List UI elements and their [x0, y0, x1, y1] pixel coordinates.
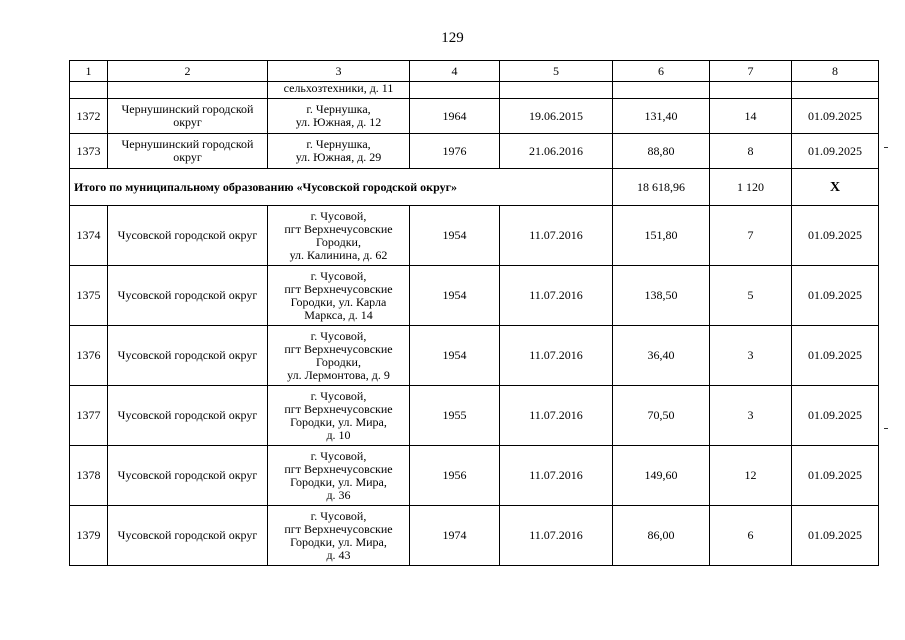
address-line: д. 10 — [326, 427, 351, 442]
address-line: Городки, ул. Мира, — [290, 474, 387, 489]
construction-year-cell: 1954 — [410, 206, 500, 266]
row-number-cell: 1375 — [70, 266, 108, 326]
address-line: пгт Верхнечусовские — [284, 221, 393, 236]
address-line: д. 43 — [326, 547, 351, 562]
area-cell: 138,50 — [613, 266, 710, 326]
deadline-cell: 01.09.2025 — [792, 99, 879, 134]
construction-year-cell: 1956 — [410, 446, 500, 506]
address-line: Городки, — [316, 234, 361, 249]
deadline-cell: 01.09.2025 — [792, 446, 879, 506]
address-line: г. Чусовой, — [310, 448, 367, 463]
address-line: пгт Верхнечусовские — [284, 461, 393, 476]
address-line: Городки, ул. Мира, — [290, 534, 387, 549]
deadline-cell: 01.09.2025 — [792, 386, 879, 446]
residents-cell: 6 — [710, 506, 792, 566]
column-number: 3 — [268, 61, 410, 82]
column-number: 1 — [70, 61, 108, 82]
area-cell: 149,60 — [613, 446, 710, 506]
address-line: г. Чусовой, — [310, 208, 367, 223]
column-number: 7 — [710, 61, 792, 82]
recognition-date-cell: 11.07.2016 — [500, 326, 613, 386]
address-line: Городки, — [316, 354, 361, 369]
area-cell: 70,50 — [613, 386, 710, 446]
table-row — [70, 266, 879, 326]
column-number: 2 — [108, 61, 268, 82]
construction-year-cell: 1954 — [410, 326, 500, 386]
construction-year-cell: 1954 — [410, 266, 500, 326]
address-line: г. Чусовой, — [310, 268, 367, 283]
address-line: г. Чусовой, — [310, 388, 367, 403]
margin-mark — [884, 428, 888, 429]
address-line: д. 36 — [326, 487, 351, 502]
residents-cell: 14 — [710, 99, 792, 134]
column-number: 4 — [410, 61, 500, 82]
margin-mark — [884, 147, 888, 148]
column-number: 6 — [613, 61, 710, 82]
housing-register-table — [69, 60, 879, 566]
table-row — [70, 206, 879, 266]
residents-cell: 3 — [710, 326, 792, 386]
address-cell — [268, 206, 410, 266]
address-line: г. Чусовой, — [310, 328, 367, 343]
area-cell: 131,40 — [613, 99, 710, 134]
construction-year-cell: 1964 — [410, 99, 500, 134]
area-cell: 86,00 — [613, 506, 710, 566]
address-line: г. Чусовой, — [310, 508, 367, 523]
row-number-cell: 1373 — [70, 134, 108, 169]
row-number-cell: 1379 — [70, 506, 108, 566]
address-line: пгт Верхнечусовские — [284, 521, 393, 536]
area-cell: 36,40 — [613, 326, 710, 386]
municipality-cell: Чернушинский городской округ — [108, 99, 268, 134]
total-row — [70, 169, 879, 206]
deadline-cell: 01.09.2025 — [792, 266, 879, 326]
construction-year-cell: 1955 — [410, 386, 500, 446]
address-line: Городки, ул. Мира, — [290, 414, 387, 429]
recognition-date-cell: 11.07.2016 — [500, 506, 613, 566]
deadline-cell: 01.09.2025 — [792, 206, 879, 266]
row-number-cell: 1376 — [70, 326, 108, 386]
deadline-cell: 01.09.2025 — [792, 134, 879, 169]
construction-year-cell: 1974 — [410, 506, 500, 566]
municipality-cell: Чернушинский городской округ — [108, 134, 268, 169]
row-number-cell: 1374 — [70, 206, 108, 266]
municipality-cell: Чусовской городской округ — [108, 266, 268, 326]
deadline-cell: 01.09.2025 — [792, 506, 879, 566]
table-row — [70, 386, 879, 446]
table-row — [70, 506, 879, 566]
recognition-date-cell: 21.06.2016 — [500, 134, 613, 169]
total-label: Итого по муниципальному образованию «Чусовской городской округ» — [70, 169, 613, 206]
area-cell: 151,80 — [613, 206, 710, 266]
recognition-date-cell: 11.07.2016 — [500, 386, 613, 446]
address-line: пгт Верхнечусовские — [284, 281, 393, 296]
recognition-date-cell: 11.07.2016 — [500, 206, 613, 266]
page-number: 129 — [441, 30, 464, 46]
continuation-row — [70, 82, 879, 99]
address-line: ул. Южная, д. 12 — [295, 115, 382, 129]
total-area: 18 618,96 — [613, 169, 710, 206]
address-line: г. Чернушка, — [306, 137, 371, 151]
address-cell — [268, 134, 410, 169]
address-line: пгт Верхнечусовские — [284, 341, 393, 356]
column-number-row — [70, 61, 879, 82]
address-line: Маркса, д. 14 — [304, 307, 373, 322]
table-row — [70, 446, 879, 506]
address-line: пгт Верхнечусовские — [284, 401, 393, 416]
address-cell — [268, 99, 410, 134]
construction-year-cell: 1976 — [410, 134, 500, 169]
row-number-cell: 1377 — [70, 386, 108, 446]
address-cell — [268, 326, 410, 386]
municipality-cell: Чусовской городской округ — [108, 506, 268, 566]
municipality-cell: Чусовской городской округ — [108, 446, 268, 506]
recognition-date-cell: 11.07.2016 — [500, 266, 613, 326]
column-number: 8 — [792, 61, 879, 82]
column-number: 5 — [500, 61, 613, 82]
table-row — [70, 134, 879, 169]
total-mark: Х — [792, 169, 879, 206]
row-number-cell: 1372 — [70, 99, 108, 134]
residents-cell: 12 — [710, 446, 792, 506]
residents-cell: 7 — [710, 206, 792, 266]
table-row — [70, 326, 879, 386]
address-cell — [268, 386, 410, 446]
address-cell: сельхозтехники, д. 11 — [268, 82, 410, 99]
address-cell — [268, 266, 410, 326]
total-count: 1 120 — [710, 169, 792, 206]
residents-cell: 3 — [710, 386, 792, 446]
address-line: Городки, ул. Карла — [290, 294, 387, 309]
deadline-cell: 01.09.2025 — [792, 326, 879, 386]
address-cell — [268, 446, 410, 506]
address-cell — [268, 506, 410, 566]
municipality-cell: Чусовской городской округ — [108, 326, 268, 386]
municipality-cell: Чусовской городской округ — [108, 206, 268, 266]
recognition-date-cell: 19.06.2015 — [500, 99, 613, 134]
address-line: ул. Калинина, д. 62 — [289, 247, 388, 262]
address-line: ул. Лермонтова, д. 9 — [287, 367, 390, 382]
recognition-date-cell: 11.07.2016 — [500, 446, 613, 506]
row-number-cell: 1378 — [70, 446, 108, 506]
municipality-cell: Чусовской городской округ — [108, 386, 268, 446]
residents-cell: 8 — [710, 134, 792, 169]
table-row — [70, 99, 879, 134]
area-cell: 88,80 — [613, 134, 710, 169]
address-line: г. Чернушка, — [306, 102, 371, 116]
address-line: ул. Южная, д. 29 — [295, 150, 382, 164]
residents-cell: 5 — [710, 266, 792, 326]
